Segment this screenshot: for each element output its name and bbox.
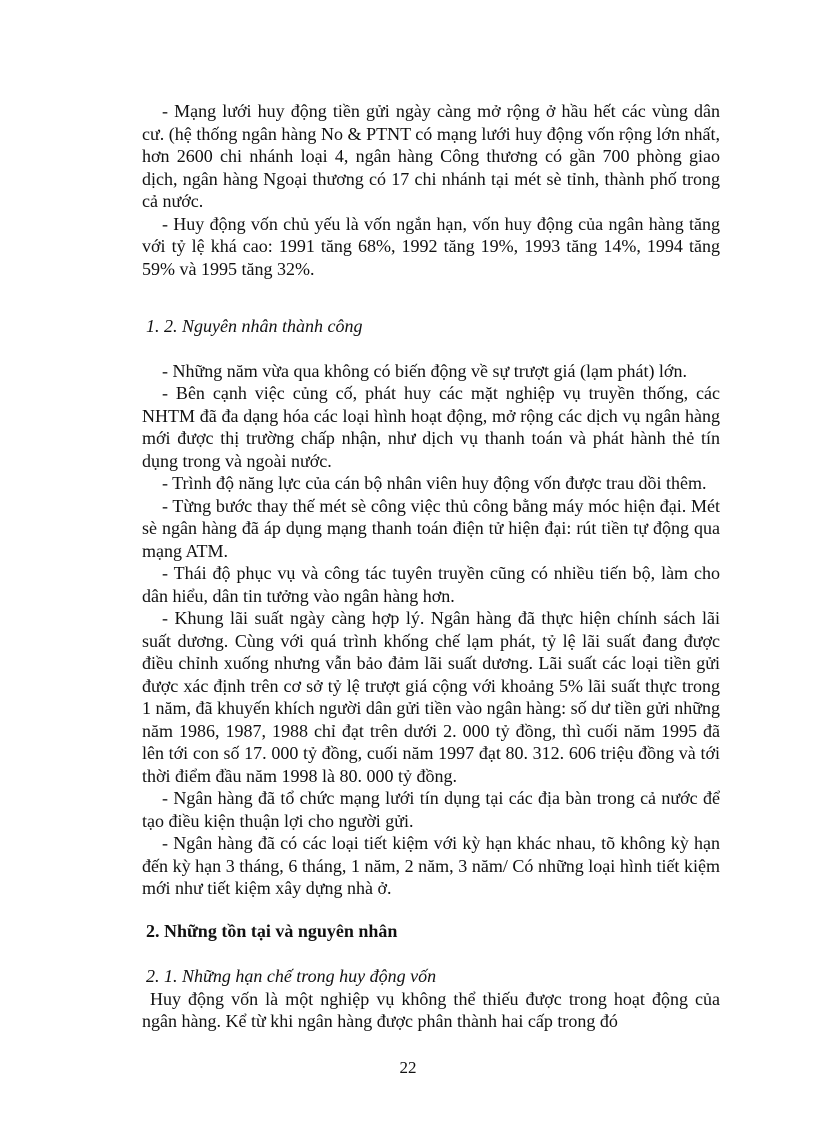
paragraph-mobilization-network: - Mạng lưới huy động tiền gửi ngày càng mở rộng ở hầu hết các vùng dân cư. (hệ thống ngân hàng No & PTNT có mạng lưới huy động vốn rộng lớn nhất, hơn 2600 chi nhánh loại 4, ngân hàng Công thương có gần 700 phòng giao dịch, ngân hàng Ngoại thương có 17 chi nhánh tại mét sè tỉnh, thành phố trong cả nước. [142,101,720,211]
paragraph-short-term-capital: - Huy động vốn chủ yếu là vốn ngắn hạn, vốn huy động của ngân hàng tăng với tỷ lệ khá cao: 1991 tăng 68%, 1992 tăng 19%, 1993 tăng 14%, 1994 tăng 59% và 1995 tăng 32%. [142,213,720,279]
paragraph-credit-network: - Ngân hàng đã tổ chức mạng lưới tín dụng tại các địa bàn trong cả nước để tạo điều kiện thuận lợi cho người gửi. [142,788,720,831]
paragraph-no-inflation: - Những năm vừa qua không có biến động về sự trượt giá (lạm phát) lớn. [162,360,687,381]
paragraph-staff-capacity: - Trình độ năng lực của cán bộ nhân viên huy động vốn được trau dồi thêm. [162,473,707,493]
paragraph-savings-types: - Ngân hàng đã có các loại tiết kiệm với kỳ hạn khác nhau, tõ không kỳ hạn đến kỳ hạn 3 tháng, 6 tháng, 1 năm, 2 năm, 3 năm/ Có những loại hình tiết kiệm mới như tiết kiệm xây dựng nhà ở. [142,833,720,898]
paragraph-modernization: - Từng bước thay thế mét sè công việc thủ công bằng máy móc hiện đại. Mét sè ngân hàng đã áp dụng mạng thanh toán điện tử hiện đại: rút tiền tự động qua mạng ATM. [142,495,720,561]
page-content [142,100,720,1033]
paragraph-capital-mobilization-intro: Huy động vốn là một nghiệp vụ không thể thiếu được trong hoạt động của ngân hàng. Kể từ khi ngân hàng được phân thành hai cấp trong đó [142,988,720,1031]
section-heading-shortcomings: 2. Những tồn tại và nguyên nhân [146,920,398,941]
paragraph-interest-rate: - Khung lãi suất ngày càng hợp lý. Ngân hàng đã thực hiện chính sách lãi suất dương. Cùng với quá trình khống chế lạm phát, tỷ lệ lãi suất đang được điều chỉnh xuống nhưng vẫn bảo đảm lãi suất dương. Lãi suất các loại tiền gửi được xác định trên cơ sở tỷ lệ trượt giá cộng với khoảng 5% lãi suất thực trong 1 năm, đã khuyến khích người dân gửi tiền vào ngân hàng: số dư tiền gửi những năm 1986, 1987, 1988 chỉ đạt trên dưới 2. 000 tỷ đồng, thì cuối năm 1995 đã lên tới con số 17. 000 tỷ đồng, cuối năm 1997 đạt 80. 312. 606 triệu đồng và tới thời điểm đầu năm 1998 là 80. 000 tỷ đồng. [142,608,720,786]
section-heading-success-reasons: 1. 2. Nguyên nhân thành công [146,316,363,336]
section-heading-limitations: 2. 1. Những hạn chế trong huy động vốn [146,966,437,986]
page-number: 22 [399,1058,417,1077]
paragraph-diversification: - Bên cạnh việc củng cố, phát huy các mặt nghiệp vụ truyền thống, các NHTM đã đa dạng hóa các loại hình hoạt động, mở rộng các dịch vụ ngân hàng mới được thị trường chấp nhận, như dịch vụ thanh toán và phát hành thẻ tín dụng trong và ngoài nước. [142,383,720,471]
paragraph-service-attitude: - Thái độ phục vụ và công tác tuyên truyền cũng có nhiều tiến bộ, làm cho dân hiểu, dân tin tưởng vào ngân hàng hơn. [142,563,720,606]
